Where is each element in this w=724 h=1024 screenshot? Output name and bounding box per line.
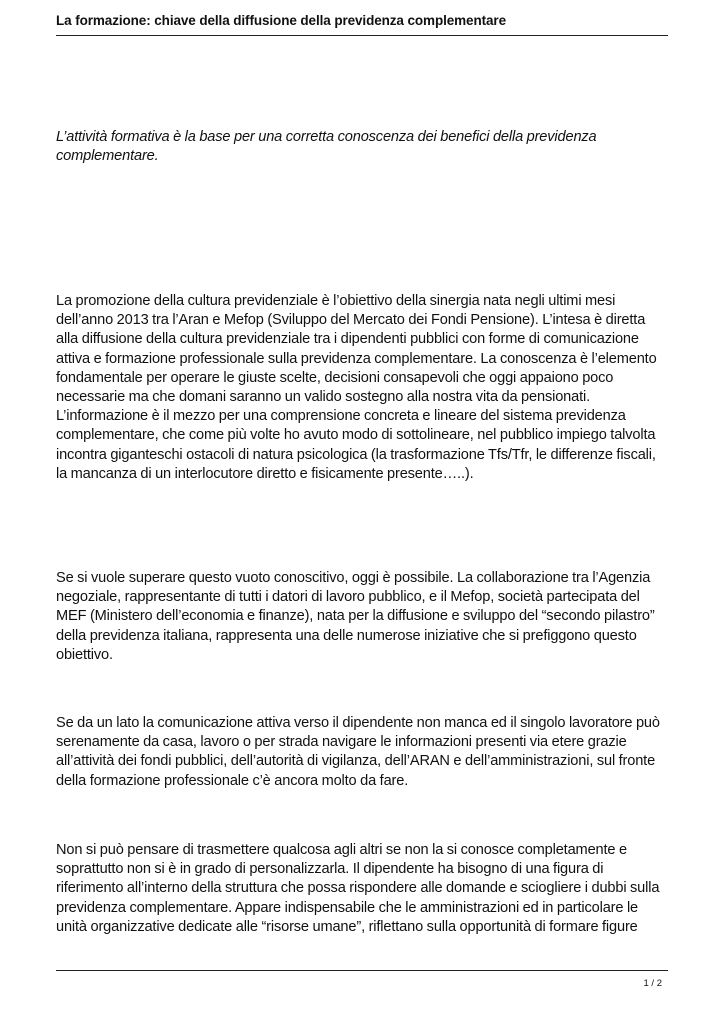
body-paragraph-4: Non si può pensare di trasmettere qualcosa agli altri se non la si conosce completamente e soprattutto non si è in grado di personalizzarla. Il dipendente ha bisogno di una figura di riferimento all’interno della struttura che possa rispondere alle domande e sciogliere i dubbi sulla previdenza complementare. Appare indispensabile che le amministrazioni ed in particolare le unità organizzative dedicate alle “risorse umane”, riflettano sulla opportunità di formare figure xyxy=(56,842,660,935)
page-number: 1 / 2 xyxy=(643,978,662,989)
footer-divider xyxy=(56,970,668,971)
body-paragraph-3: Se da un lato la comunicazione attiva verso il dipendente non manca ed il singolo lavoratore può serenamente da casa, lavoro o per strada navigare le informazioni presenti via etere grazie all’attività dei fondi pubblici, dell’autorità di vigilanza, dell’ARAN e dell’amministrazioni, sul fronte della formazione professionale c’è ancora molto da fare. xyxy=(56,715,660,789)
header-divider xyxy=(56,35,668,36)
intro-paragraph: L’attività formativa è la base per una corretta conoscenza dei benefici della previdenza complementare. xyxy=(56,129,597,165)
body-paragraph-2: Se si vuole superare questo vuoto conoscitivo, oggi è possibile. La collaborazione tra l’Agenzia negoziale, rappresentante di tutti i datori di lavoro pubblico, e il Mefop, società partecipata del MEF (Ministero dell’economia e finanze), nata per la diffusione e sviluppo del “secondo pilastro” della previdenza italiana, rappresenta una delle numerose iniziative che si prefiggono questo obiettivo. xyxy=(56,570,655,663)
page-header-title: La formazione: chiave della diffusione della previdenza complementare xyxy=(56,13,506,28)
body-paragraph-1: La promozione della cultura previdenziale è l’obiettivo della sinergia nata negli ultimi mesi dell’anno 2013 tra l’Aran e Mefop (Sviluppo del Mercato dei Fondi Pensione). L’intesa è diretta alla diffusione della cultura previdenziale tra i dipendenti pubblici con forme di comunicazione attiva e formazione professionale sulla previdenza complementare. La conoscenza è l’elemento fondamentale per operare le giuste scelte, decisioni consapevoli che oggi appaiono poco necessarie ma che domani saranno un valido sostegno alla nostra vita da pensionati. L’informazione è il mezzo per una comprensione concreta e lineare del sistema previdenza complementare, che come più volte ho avuto modo di sottolineare, nel pubblico impiego talvolta incontra giganteschi ostacoli di natura psicologica (la trasformazione Tfs/Tfr, le differenze fiscali, la mancanza di un interlocutore diretto e fisicamente presente…..). xyxy=(56,293,657,482)
